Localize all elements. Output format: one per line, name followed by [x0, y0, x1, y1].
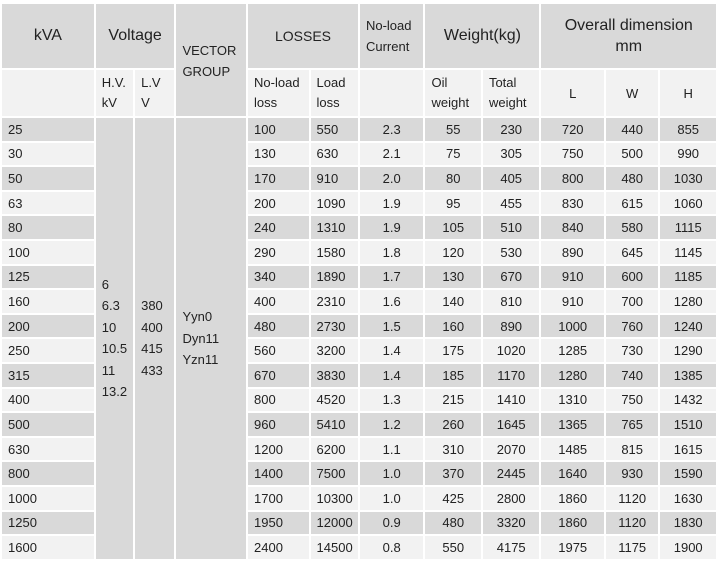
- cell-load-loss: 6200: [311, 438, 358, 461]
- cell-W: 815: [606, 438, 658, 461]
- cell-noload-loss: 290: [248, 241, 309, 264]
- cell-W: 1120: [606, 487, 658, 510]
- cell-kva: 1000: [2, 487, 94, 510]
- cell-kva: 200: [2, 315, 94, 338]
- cell-load-loss: 12000: [311, 512, 358, 535]
- cell-load-loss: 3200: [311, 339, 358, 362]
- cell-oil-weight: 120: [425, 241, 480, 264]
- subheader-H: H: [660, 70, 716, 116]
- cell-W: 760: [606, 315, 658, 338]
- cell-lv-value: 400: [141, 319, 163, 335]
- cell-L: 1365: [541, 413, 604, 436]
- cell-kva: 1600: [2, 536, 94, 559]
- subheader-W: W: [606, 70, 658, 116]
- cell-load-loss: 1580: [311, 241, 358, 264]
- cell-noload-current: 2.1: [360, 143, 424, 166]
- cell-H: 1060: [660, 192, 716, 215]
- cell-total-weight: 2445: [483, 462, 539, 485]
- cell-noload-loss: 1400: [248, 462, 309, 485]
- cell-noload-loss: 170: [248, 167, 309, 190]
- cell-L: 890: [541, 241, 604, 264]
- cell-oil-weight: 185: [425, 364, 480, 387]
- cell-total-weight: 1410: [483, 389, 539, 412]
- cell-total-weight: 405: [483, 167, 539, 190]
- cell-lv-value: 415: [141, 341, 163, 357]
- cell-noload-loss: 1950: [248, 512, 309, 535]
- cell-total-weight: 3320: [483, 512, 539, 535]
- cell-noload-current: 1.6: [360, 290, 424, 313]
- cell-load-loss: 910: [311, 167, 358, 190]
- cell-L: 1310: [541, 389, 604, 412]
- cell-L: 910: [541, 290, 604, 313]
- cell-oil-weight: 310: [425, 438, 480, 461]
- cell-load-loss: 1890: [311, 266, 358, 289]
- cell-vector-value: Yyn0: [182, 309, 213, 325]
- cell-kva: 160: [2, 290, 94, 313]
- cell-total-weight: 510: [483, 216, 539, 239]
- cell-total-weight: 890: [483, 315, 539, 338]
- cell-L: 1640: [541, 462, 604, 485]
- cell-W: 730: [606, 339, 658, 362]
- cell-total-weight: 530: [483, 241, 539, 264]
- cell-load-loss: 14500: [311, 536, 358, 559]
- cell-L: 1280: [541, 364, 604, 387]
- cell-hv-values: [96, 118, 133, 559]
- cell-total-weight: 305: [483, 143, 539, 166]
- cell-oil-weight: 105: [425, 216, 480, 239]
- cell-kva: 30: [2, 143, 94, 166]
- cell-H: 1185: [660, 266, 716, 289]
- cell-noload-loss: 1700: [248, 487, 309, 510]
- cell-H: 1432: [660, 389, 716, 412]
- cell-load-loss: 3830: [311, 364, 358, 387]
- cell-H: 1115: [660, 216, 716, 239]
- cell-H: 1830: [660, 512, 716, 535]
- cell-lv-values: [135, 118, 174, 559]
- cell-total-weight: 1170: [483, 364, 539, 387]
- subheader-lv: L.V V: [135, 70, 174, 116]
- cell-L: 910: [541, 266, 604, 289]
- cell-kva: 630: [2, 438, 94, 461]
- cell-kva: 500: [2, 413, 94, 436]
- cell-total-weight: 2070: [483, 438, 539, 461]
- cell-L: 840: [541, 216, 604, 239]
- cell-kva: 315: [2, 364, 94, 387]
- cell-W: 750: [606, 389, 658, 412]
- cell-total-weight: 230: [483, 118, 539, 141]
- cell-kva: 400: [2, 389, 94, 412]
- cell-oil-weight: 130: [425, 266, 480, 289]
- cell-H: 1280: [660, 290, 716, 313]
- cell-total-weight: 1645: [483, 413, 539, 436]
- cell-H: 1900: [660, 536, 716, 559]
- cell-load-loss: 630: [311, 143, 358, 166]
- subheader-empty-current: [360, 70, 424, 116]
- cell-total-weight: 670: [483, 266, 539, 289]
- cell-hv-value: 6: [101, 276, 110, 292]
- cell-noload-loss: 670: [248, 364, 309, 387]
- cell-L: 800: [541, 167, 604, 190]
- cell-W: 700: [606, 290, 658, 313]
- cell-L: 830: [541, 192, 604, 215]
- cell-L: 1285: [541, 339, 604, 362]
- cell-noload-loss: 200: [248, 192, 309, 215]
- cell-noload-loss: 1200: [248, 438, 309, 461]
- transformer-spec-table: [0, 2, 718, 561]
- cell-kva: 25: [2, 118, 94, 141]
- cell-oil-weight: 75: [425, 143, 480, 166]
- cell-noload-loss: 960: [248, 413, 309, 436]
- cell-H: 1145: [660, 241, 716, 264]
- cell-noload-current: 1.3: [360, 389, 424, 412]
- cell-noload-current: 1.1: [360, 438, 424, 461]
- cell-load-loss: 10300: [311, 487, 358, 510]
- cell-oil-weight: 160: [425, 315, 480, 338]
- cell-load-loss: 4520: [311, 389, 358, 412]
- cell-L: 1860: [541, 487, 604, 510]
- cell-L: 720: [541, 118, 604, 141]
- cell-vector-value: Yzn11: [182, 352, 219, 368]
- cell-H: 1590: [660, 462, 716, 485]
- cell-W: 765: [606, 413, 658, 436]
- subheader-oil-weight: Oil weight: [425, 70, 480, 116]
- cell-noload-current: 1.2: [360, 413, 424, 436]
- header-noload-current: No-load Current: [360, 4, 424, 68]
- cell-W: 440: [606, 118, 658, 141]
- cell-total-weight: 455: [483, 192, 539, 215]
- header-weight: Weight(kg): [425, 4, 539, 68]
- cell-load-loss: 2730: [311, 315, 358, 338]
- cell-noload-current: 1.9: [360, 216, 424, 239]
- cell-noload-current: 1.4: [360, 339, 424, 362]
- cell-W: 615: [606, 192, 658, 215]
- subheader-empty: [2, 70, 94, 116]
- cell-total-weight: 810: [483, 290, 539, 313]
- cell-H: 990: [660, 143, 716, 166]
- cell-H: 1030: [660, 167, 716, 190]
- cell-total-weight: 1020: [483, 339, 539, 362]
- cell-hv-value: 10.5: [101, 341, 128, 357]
- cell-W: 740: [606, 364, 658, 387]
- cell-vector-value: Dyn11: [182, 330, 220, 346]
- cell-total-weight: 2800: [483, 487, 539, 510]
- cell-lv-value: 433: [141, 362, 163, 378]
- cell-noload-current: 1.0: [360, 462, 424, 485]
- cell-noload-current: 0.9: [360, 512, 424, 535]
- cell-H: 1290: [660, 339, 716, 362]
- cell-oil-weight: 140: [425, 290, 480, 313]
- cell-noload-loss: 400: [248, 290, 309, 313]
- cell-L: 1860: [541, 512, 604, 535]
- cell-noload-current: 1.8: [360, 241, 424, 264]
- cell-noload-loss: 240: [248, 216, 309, 239]
- cell-kva: 250: [2, 339, 94, 362]
- cell-noload-loss: 560: [248, 339, 309, 362]
- cell-noload-current: 2.0: [360, 167, 424, 190]
- cell-oil-weight: 425: [425, 487, 480, 510]
- cell-load-loss: 7500: [311, 462, 358, 485]
- cell-oil-weight: 370: [425, 462, 480, 485]
- cell-kva: 125: [2, 266, 94, 289]
- cell-kva: 800: [2, 462, 94, 485]
- cell-W: 930: [606, 462, 658, 485]
- cell-oil-weight: 480: [425, 512, 480, 535]
- cell-L: 1975: [541, 536, 604, 559]
- cell-oil-weight: 550: [425, 536, 480, 559]
- cell-noload-loss: 100: [248, 118, 309, 141]
- cell-oil-weight: 175: [425, 339, 480, 362]
- cell-W: 600: [606, 266, 658, 289]
- cell-kva: 100: [2, 241, 94, 264]
- cell-noload-current: 2.3: [360, 118, 424, 141]
- header-vector-group: VECTOR GROUP: [176, 4, 246, 116]
- cell-hv-value: 10: [101, 319, 117, 335]
- cell-noload-loss: 2400: [248, 536, 309, 559]
- cell-H: 1240: [660, 315, 716, 338]
- cell-load-loss: 5410: [311, 413, 358, 436]
- cell-W: 500: [606, 143, 658, 166]
- subheader-noload-loss: No-load loss: [248, 70, 309, 116]
- cell-L: 1485: [541, 438, 604, 461]
- cell-noload-loss: 800: [248, 389, 309, 412]
- header-kva: kVA: [2, 4, 94, 68]
- cell-L: 750: [541, 143, 604, 166]
- cell-oil-weight: 95: [425, 192, 480, 215]
- cell-H: 855: [660, 118, 716, 141]
- header-dimension: Overall dimension mm: [541, 4, 716, 68]
- cell-W: 1175: [606, 536, 658, 559]
- cell-total-weight: 4175: [483, 536, 539, 559]
- table-body: [2, 118, 716, 559]
- cell-hv-value: 11: [101, 362, 116, 378]
- cell-kva: 1250: [2, 512, 94, 535]
- table-row: [2, 118, 716, 141]
- cell-hv-value: 6.3: [101, 298, 120, 314]
- cell-noload-current: 0.8: [360, 536, 424, 559]
- cell-load-loss: 550: [311, 118, 358, 141]
- subheader-load-loss: Load loss: [311, 70, 358, 116]
- cell-kva: 80: [2, 216, 94, 239]
- cell-load-loss: 1090: [311, 192, 358, 215]
- subheader-total-weight: Total weight: [483, 70, 539, 116]
- cell-H: 1615: [660, 438, 716, 461]
- cell-H: 1385: [660, 364, 716, 387]
- cell-oil-weight: 55: [425, 118, 480, 141]
- cell-oil-weight: 80: [425, 167, 480, 190]
- cell-kva: 50: [2, 167, 94, 190]
- cell-load-loss: 2310: [311, 290, 358, 313]
- cell-noload-current: 1.9: [360, 192, 424, 215]
- cell-noload-loss: 340: [248, 266, 309, 289]
- cell-L: 1000: [541, 315, 604, 338]
- cell-W: 480: [606, 167, 658, 190]
- cell-W: 580: [606, 216, 658, 239]
- cell-H: 1510: [660, 413, 716, 436]
- cell-noload-current: 1.0: [360, 487, 424, 510]
- cell-oil-weight: 260: [425, 413, 480, 436]
- header-losses: LOSSES: [248, 4, 358, 68]
- subheader-hv: H.V. kV: [96, 70, 133, 116]
- subheader-L: L: [541, 70, 604, 116]
- cell-W: 1120: [606, 512, 658, 535]
- cell-oil-weight: 215: [425, 389, 480, 412]
- header-voltage: Voltage: [96, 4, 175, 68]
- cell-vector-values: [176, 118, 246, 559]
- cell-noload-loss: 480: [248, 315, 309, 338]
- cell-W: 645: [606, 241, 658, 264]
- cell-kva: 63: [2, 192, 94, 215]
- cell-H: 1630: [660, 487, 716, 510]
- cell-noload-current: 1.7: [360, 266, 424, 289]
- cell-lv-value: 380: [141, 298, 163, 314]
- cell-noload-current: 1.4: [360, 364, 424, 387]
- cell-hv-value: 13.2: [101, 384, 128, 400]
- cell-noload-current: 1.5: [360, 315, 424, 338]
- cell-noload-loss: 130: [248, 143, 309, 166]
- cell-load-loss: 1310: [311, 216, 358, 239]
